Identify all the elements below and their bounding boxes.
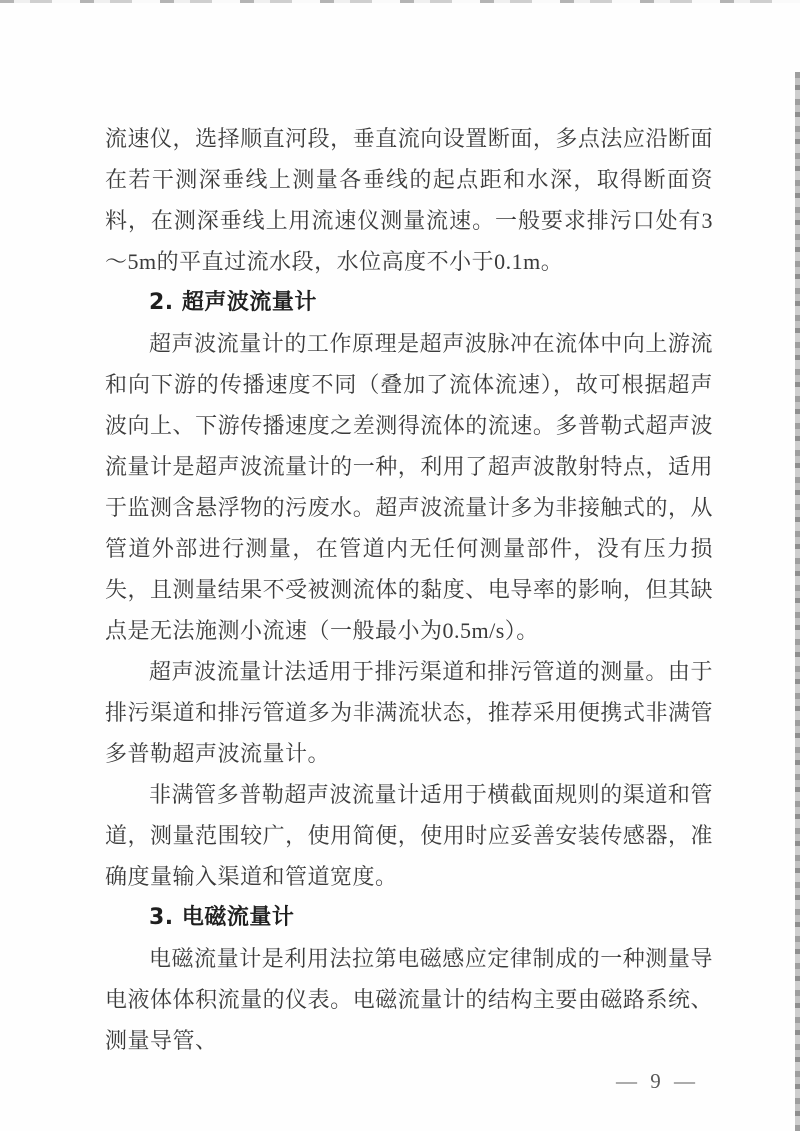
- paragraph-non-full-pipe-doppler: 非满管多普勒超声波流量计适用于横截面规则的渠道和管道，测量范围较广，使用简便，使用时应妥善安装传感器，准确度量输入渠道和管道宽度。: [105, 782, 713, 889]
- page-content: [105, 118, 713, 1102]
- scan-artifact-top-edge: [0, 0, 800, 3]
- paragraph-ultrasonic-principle: 超声波流量计的工作原理是超声波脉冲在流体中向上游流和向下游的传播速度不同（叠加了流体流速），故可根据超声波向上、下游传播速度之差测得流体的流速。多普勒式超声波流量计是超声波流量计的一种，利用了超声波散射特点，适用于监测含悬浮物的污废水。超声波流量计多为非接触式的，从管道外部进行测量，在管道内无任何测量部件，没有压力损失，且测量结果不受被测流体的黏度、电导率的影响，但其缺点是无法施测小流速（一般最小为0.5m/s）。: [105, 331, 713, 643]
- scan-artifact-right-edge: [795, 72, 800, 1131]
- page-number: — 9 —: [616, 1069, 699, 1093]
- paragraph-flow-velocity-meter: 流速仪，选择顺直河段，垂直流向设置断面，多点法应沿断面在若干测深垂线上测量各垂线的起点距和水深，取得断面资料，在测深垂线上用流速仪测量流速。一般要求排污口处有3～5m的平直过流水段，水位高度不小于0.1m。: [105, 126, 713, 274]
- section-heading-ultrasonic-flowmeter: 2. 超声波流量计: [149, 290, 317, 315]
- paragraph-electromagnetic-principle: 电磁流量计是利用法拉第电磁感应定律制成的一种测量导电液体体积流量的仪表。电磁流量计的结构主要由磁路系统、测量导管、: [105, 946, 713, 1053]
- paragraph-ultrasonic-application: 超声波流量计法适用于排污渠道和排污管道的测量。由于排污渠道和排污管道多为非满流状态，推荐采用便携式非满管多普勒超声波流量计。: [105, 659, 713, 766]
- section-heading-electromagnetic-flowmeter: 3. 电磁流量计: [149, 905, 295, 930]
